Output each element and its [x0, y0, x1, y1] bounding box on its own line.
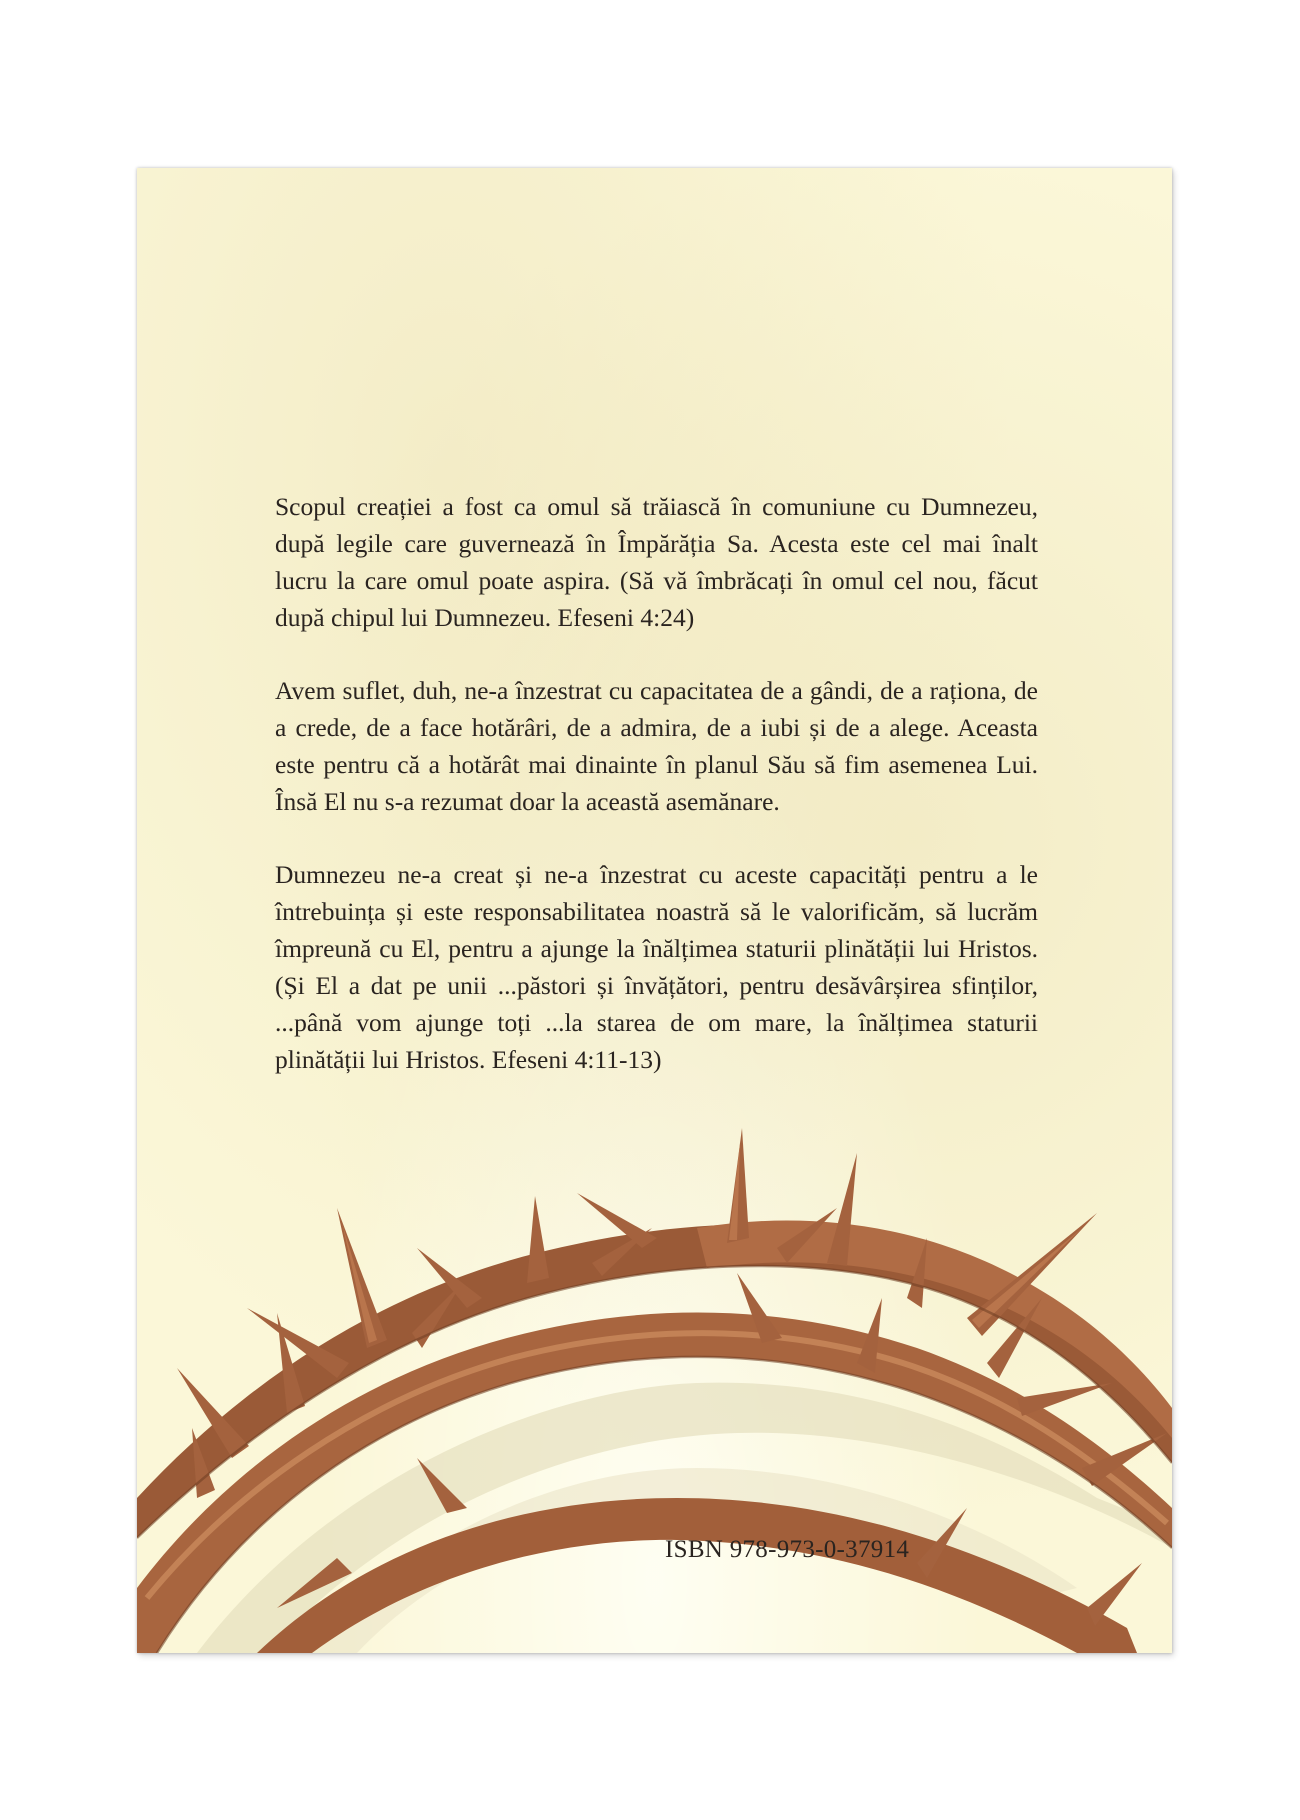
- paragraph-1: Scopul creației a fost ca omul să trăiască în comuniune cu Dumnezeu, după legile care guvernează în Împărăția Sa. Acesta este cel mai înalt lucru la care omul poate aspira. (Să vă îmbrăcați în omul cel nou, făcut după chipul lui Dumnezeu. Efeseni 4:24): [275, 492, 1038, 632]
- thorn: [527, 1196, 549, 1283]
- thorn: [1017, 1383, 1112, 1416]
- paragraph-3: Dumnezeu ne-a creat și ne-a înzestrat cu aceste capacități pentru a le întrebuința și este responsabilitatea noastră să le valorificăm, să lucrăm împreună cu El, pentru a ajunge la înălțimea staturii plinătății lui Hristos. (Și El a dat pe unii ...păstori și învățători, pentru desăvârșirea sfinților, ...până vom ajunge toți ...la starea de om mare, la înălțimea staturii plinătății lui Hristos. Efeseni 4:11-13): [275, 860, 1038, 1074]
- paragraph-2: Avem suflet, duh, ne-a înzestrat cu capacitatea de a gândi, de a raționa, de a crede, de a face hotărâri, de a admira, de a iubi și de a alege. Aceasta este pentru că a hotărât mai dinainte în planul Său să fim asemenea Lui. Însă El nu s-a rezumat doar la această asemănare.: [275, 676, 1038, 816]
- thorn: [1087, 1563, 1142, 1626]
- isbn-label: ISBN 978-973-0-37914: [665, 1536, 910, 1563]
- back-cover-page: [137, 168, 1172, 1653]
